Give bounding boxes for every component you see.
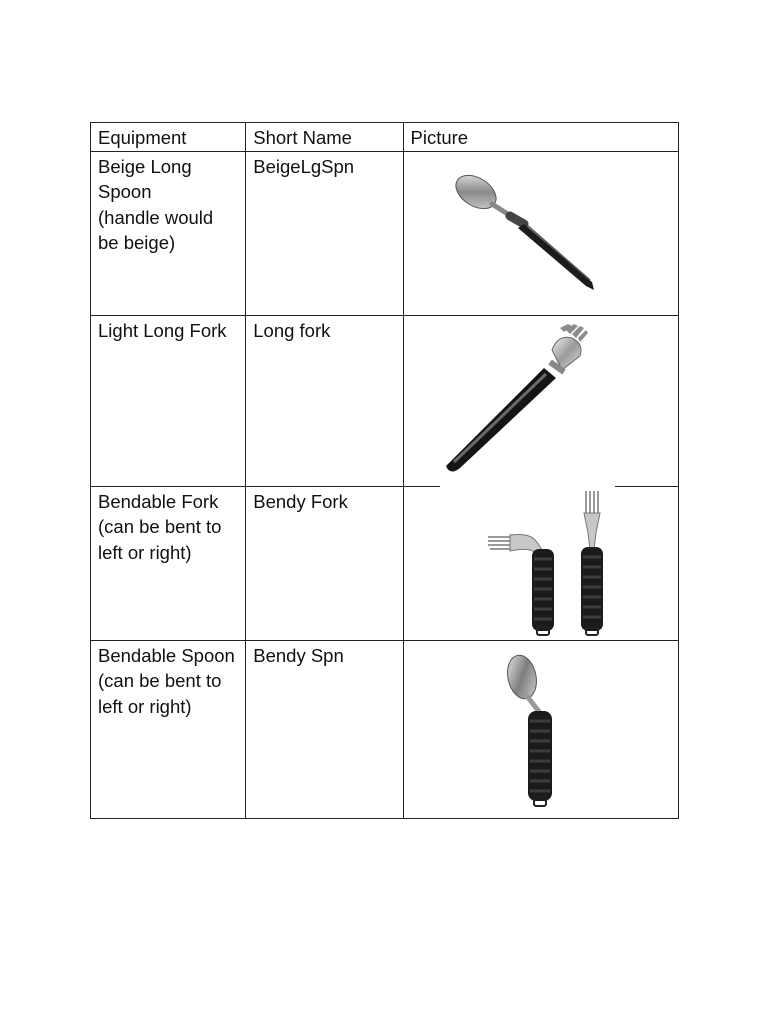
header-picture: Picture [403, 123, 678, 152]
short-name-cell: Long fork [246, 315, 403, 486]
equipment-cell: Bendable Fork (can be bent to left or right) [91, 486, 246, 640]
equipment-cell: Bendable Spoon (can be bent to left or right) [91, 640, 246, 818]
short-name-cell: Bendy Spn [246, 640, 403, 818]
long-spoon-icon [444, 160, 644, 310]
equipment-table [90, 122, 679, 819]
picture-cell [403, 151, 678, 315]
long-fork-icon [440, 316, 615, 488]
table-row [91, 315, 679, 486]
picture-cell [403, 640, 678, 818]
equipment-cell: Beige Long Spoon (handle would be beige) [91, 151, 246, 315]
short-name-cell: Bendy Fork [246, 486, 403, 640]
bendable-fork-icon [484, 487, 634, 639]
table-row [91, 151, 679, 315]
short-name-cell: BeigeLgSpn [246, 151, 403, 315]
table-header-row [91, 123, 679, 152]
header-equipment: Equipment [91, 123, 246, 152]
table-row [91, 640, 679, 818]
bendable-spoon-icon [500, 647, 590, 815]
header-short-name: Short Name [246, 123, 403, 152]
table-row [91, 486, 679, 640]
picture-cell [403, 315, 678, 486]
equipment-cell: Light Long Fork [91, 315, 246, 486]
picture-cell [403, 486, 678, 640]
